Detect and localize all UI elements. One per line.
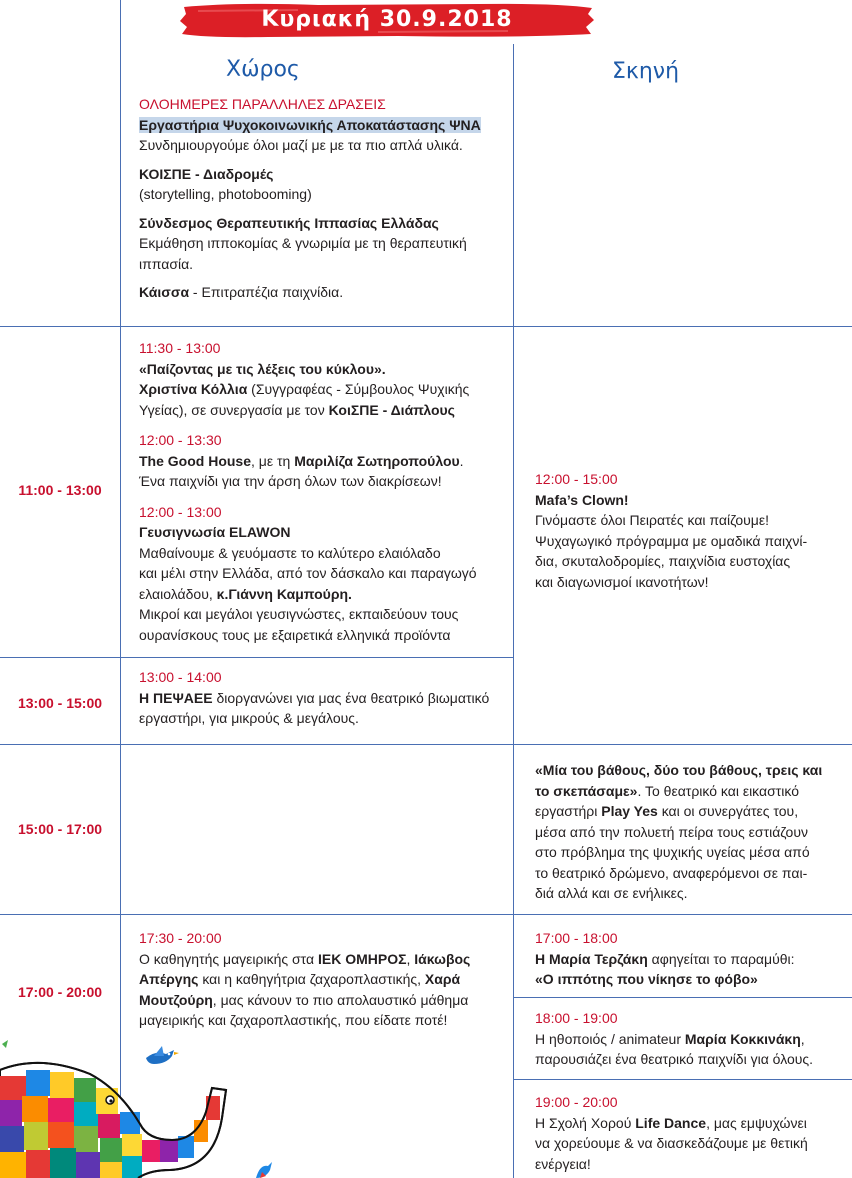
time-slot-11-13: 11:00 - 13:00 [18,482,102,498]
event-desc: διά αλλά και σε ενήλικες. [535,885,688,901]
grid-vertical-middle [513,44,514,1178]
event-person: Μαριλίζα Σωτηροπούλου [294,452,460,469]
event-title: «Μία του βάθους, δύο του βάθους, τρεις και [535,762,823,778]
event-title: Γευσιγνωσία ELAWON [139,524,291,540]
event-desc: ουρανίσκους τους με εξαιρετικά ελληνικά προϊόντα [139,626,451,643]
event-desc: ενέργεια! [535,1155,591,1172]
allday-heading: ΟΛΟΗΜΕΡΕΣ ΠΑΡΑΛΛΗΛΕΣ ΔΡΑΣΕΙΣ [139,96,386,112]
event-name: The Good House [139,452,251,469]
event-title: «Παίζοντας με τις λέξεις του κύκλου». [139,360,386,377]
event-desc: και η καθηγήτρια ζαχαροπλαστικής, [198,971,425,987]
patchwork-elephant-illustration [0,1040,234,1178]
column-header-stage: Σκηνή [612,59,680,84]
event-desc: Η Σχολή Χορού [535,1114,636,1131]
event-role-2: Υγείας), σε συνεργασία με τον [139,401,329,418]
hippo-title: Σύνδεσμος Θεραπευτικής Ιππασίας Ελλάδας [139,214,439,231]
event-desc: , [406,950,415,967]
event-desc: , [800,1030,805,1047]
event-time: 13:00 - 14:00 [139,669,222,685]
time-slot-15-17: 15:00 - 17:00 [17,821,103,837]
stage-12-15-event [535,469,823,592]
event-dot: . [459,452,464,469]
event-person: Ιάκωβος [414,950,471,967]
event-time: 12:00 - 13:00 [139,503,222,520]
event-person: κ.Γιάννη Καμπούρη. [216,585,352,602]
event-partner: ΚοιΣΠΕ - Διάπλους [328,401,455,418]
event-desc: διοργανώνει για μας ένα θεατρικό βιωματικό [212,689,490,706]
koispe-desc: (storytelling, photobooming) [139,186,312,202]
koispe-title: ΚΟΙΣΠΕ - Διαδρομές [139,165,274,182]
event-person: Μουτζούρη [139,991,213,1008]
date-banner [178,2,596,38]
event-title: «Ο ιππότης που νίκησε το φόβο» [535,971,758,987]
event-desc: . Το θεατρικό και εικαστικό [637,782,799,799]
event-desc: Ψυχαγωγικό πρόγραμμα με ομαδικά παιχνί- [535,532,808,549]
event-desc: ελαιολάδου, [139,585,217,602]
kaissa-name: Κάισσα [139,284,190,300]
hippo-desc-1: Εκμάθηση ιπποκομίας & γνωριμία με τη θεραπευτική [139,235,467,251]
bird-icon [254,1160,276,1178]
grid-vertical-left [120,0,121,1178]
event-desc: Η ηθοποιός / animateur [535,1030,685,1047]
event-desc: Μαθαίνουμε & γευόμαστε το καλύτερο ελαιόλαδο [139,544,441,561]
event-desc: και διαγωνισμοί ικανοτήτων! [535,573,709,590]
event-desc: μαγειρικής και ζαχαροπλαστικής, που είδατε ποτέ! [139,1012,448,1028]
hippo-desc-2: ιππασία. [139,255,194,272]
event-person: Χαρά [424,971,461,987]
grid-row-line-4 [0,914,852,915]
event-desc: παρουσιάζει ένα θεατρικό παιχνίδι για όλους. [535,1051,814,1067]
event-time: 12:00 - 15:00 [535,471,618,487]
workshop-desc: Συνδημιουργούμε όλοι μαζί με με τα πιο απλά υλικά. [139,137,463,153]
event-desc: και μέλι στην Ελλάδα, από τον δάσκαλο και παραγωγό [139,565,477,581]
grid-row-line-6 [513,1079,852,1080]
event-person: Χριστίνα Κόλλια [139,381,248,397]
event-person: Η Μαρία Τερζάκη [535,950,648,967]
grid-row-line-1 [0,326,852,327]
space-13-15-event [139,667,499,729]
event-desc: μέσα από την πολυετή πείρα τους εστιάζουν [535,823,808,840]
stage-18-19-event [535,1008,835,1070]
event-desc: στο πρόβλημα της ψυχικής υγείας μέσα από [535,844,810,860]
space-17-20-event [139,928,479,1031]
grid-row-line-3 [0,744,852,745]
stage-19-20-event [535,1092,825,1174]
event-desc: , μας εμψυχώνει [706,1114,807,1131]
event-desc: Γινόμαστε όλοι Πειρατές και παίζουμε! [535,512,769,528]
event-time: 11:30 - 13:00 [139,340,221,356]
event-with: , με τη [251,452,295,469]
event-title: το σκεπάσαμε» [535,782,638,799]
event-role: (Συγγραφέας - Σύμβουλος Ψυχικής [247,381,470,397]
event-school: Life Dance [635,1114,707,1131]
event-desc: αφηγείται το παραμύθι: [647,950,795,967]
event-desc: το θεατρικό δρώμενο, αναφερόμενοι σε παι- [535,864,808,881]
kaissa-desc: - Επιτραπέζια παιχνίδια. [189,284,344,300]
time-slot-13-15: 13:00 - 15:00 [17,695,103,711]
column-header-space: Χώρος [226,57,300,82]
event-desc: να χορεύουμε & να διασκεδάζουμε με θετική [535,1135,808,1151]
event-desc: εργαστήρι [535,803,602,819]
grid-row-line-5 [513,997,852,998]
event-desc: , μας κάνουν το πιο απολαυστικό μάθημα [212,991,469,1008]
time-slot-17-20: 17:00 - 20:00 [17,984,103,1000]
event-desc: Μικροί και μεγάλοι γευσιγνώστες, εκπαιδεύουν τους [139,606,459,622]
grid-row-line-2 [0,657,513,658]
event-time: 17:30 - 20:00 [139,930,222,946]
space-11-13-events [139,338,492,645]
event-org: Play Yes [601,803,658,819]
event-time: 17:00 - 18:00 [535,930,618,946]
stage-15-17-event [535,760,823,904]
event-time: 19:00 - 20:00 [535,1094,618,1110]
event-desc: δια, σκυταλοδρομίες, παιχνίδια ευστοχίας [535,553,791,569]
stage-17-18-event [535,928,835,990]
event-org: Η ΠΕΨΑΕΕ [139,689,213,706]
event-school: ΙΕΚ ΟΜΗΡΟΣ [317,950,407,967]
event-desc: και οι συνεργάτες του, [657,803,799,819]
event-title: Mafa’s Clown! [535,491,629,508]
event-person: Μαρία Κοκκινάκη [684,1030,801,1047]
allday-activities [139,94,504,303]
event-desc: Ένα παιχνίδι για την άρση όλων των διακρίσεων! [139,473,442,489]
workshop-title: Εργαστήρια Ψυχοκοινωνικής Αποκατάστασης ΨΝΑ [139,116,481,133]
event-person: Απέργης [139,971,199,987]
event-desc: εργαστήρι, για μικρούς & μεγάλους. [139,710,359,726]
event-time: 12:00 - 13:30 [139,432,222,448]
event-time: 18:00 - 19:00 [535,1010,618,1026]
event-desc: Ο καθηγητής μαγειρικής στα [139,950,318,967]
date-title: Κυριακή 30.9.2018 [261,7,513,32]
